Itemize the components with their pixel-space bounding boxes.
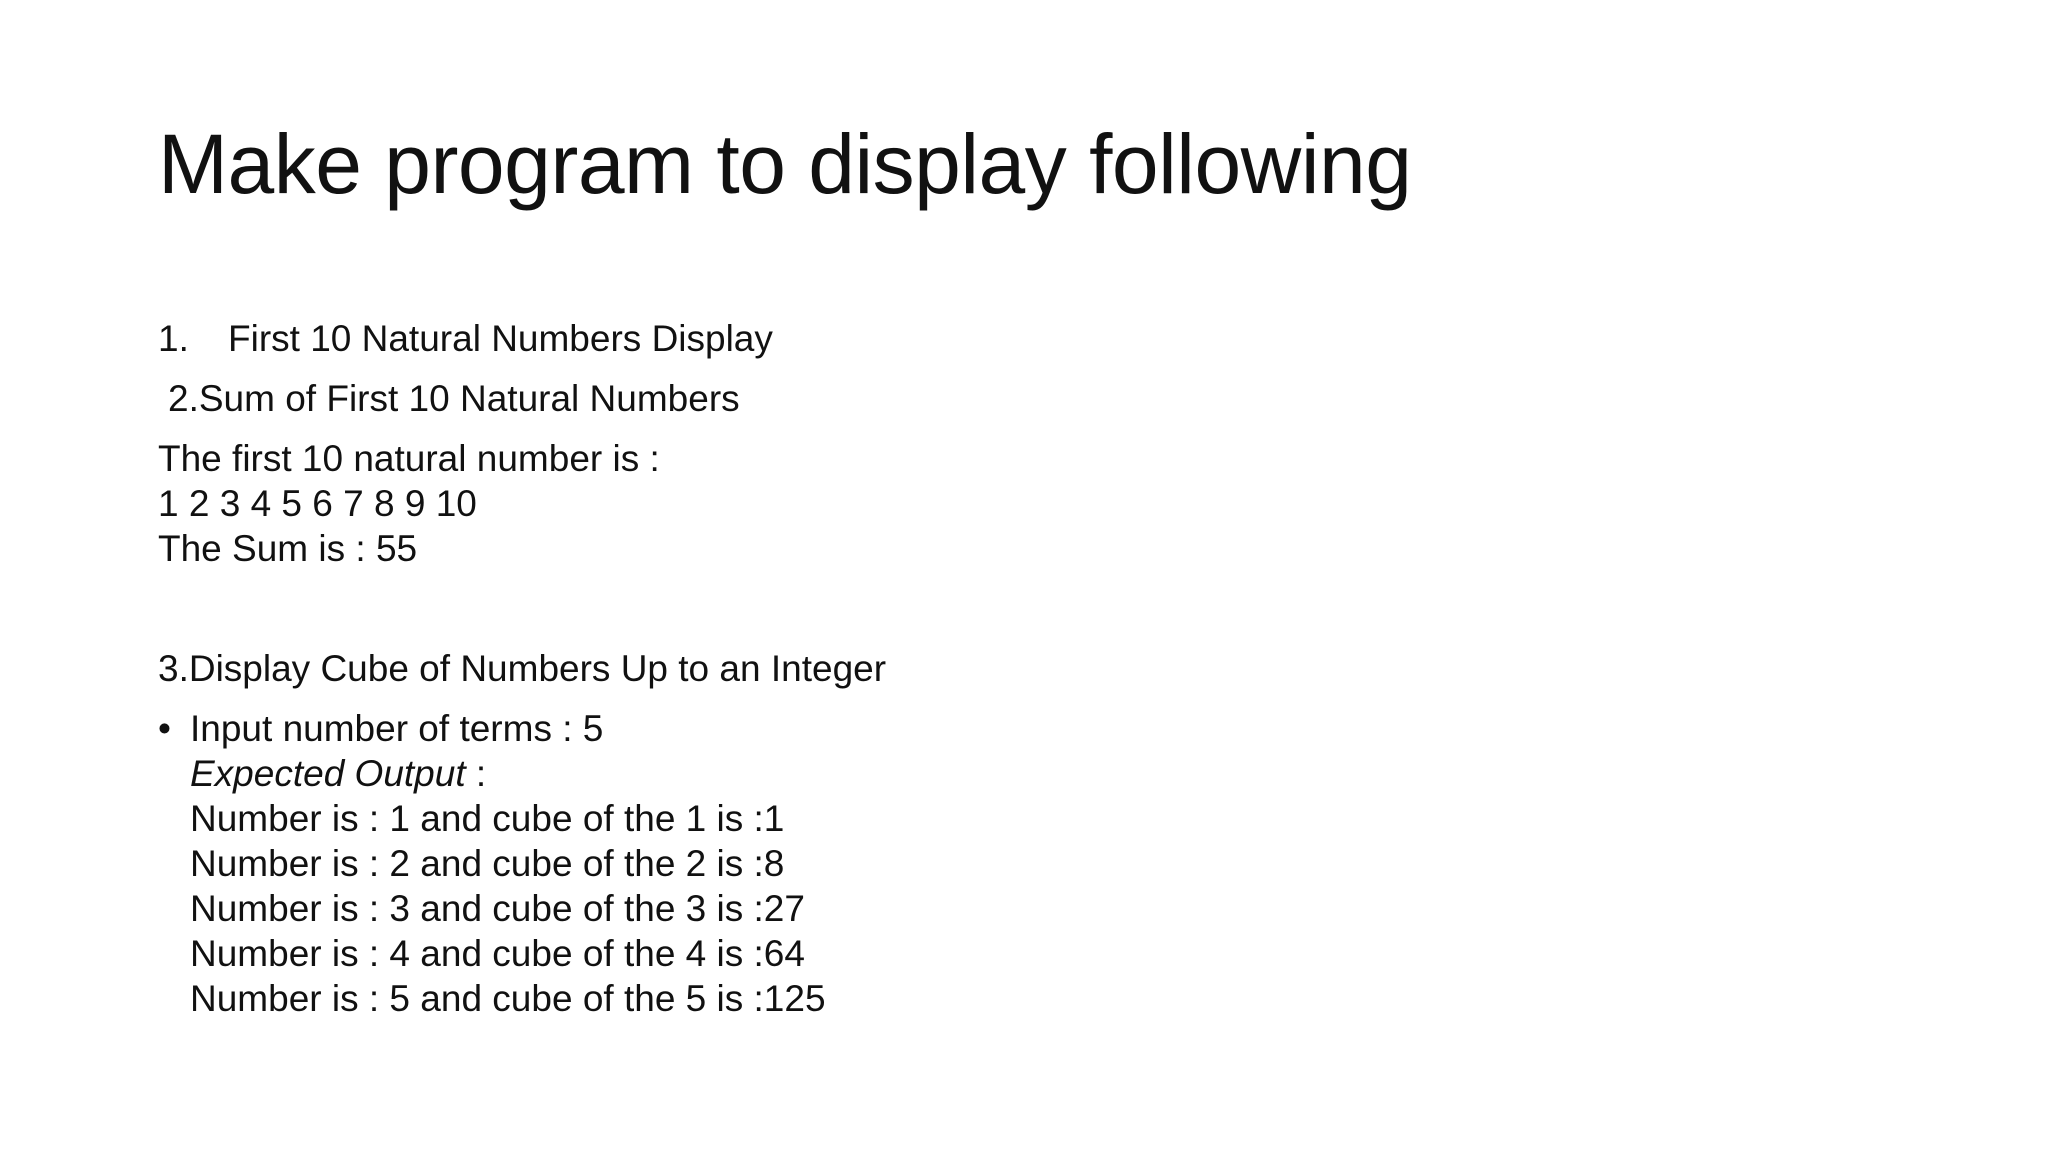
cube-output-line: Number is : 1 and cube of the 1 is :1 (190, 798, 785, 839)
output-line: 1 2 3 4 5 6 7 8 9 10 (158, 483, 477, 524)
input-line: Input number of terms : 5 (190, 708, 604, 749)
list-item-1 (158, 316, 773, 361)
cube-output-line: Number is : 5 and cube of the 5 is :125 (190, 978, 826, 1019)
list-item-3: 3.Display Cube of Numbers Up to an Integer (158, 648, 887, 689)
expected-output-label: Expected Output (190, 753, 466, 794)
list-item-1-text: First 10 Natural Numbers Display (228, 318, 773, 359)
expected-output-line (190, 751, 826, 796)
slide-title: Make program to display following (158, 117, 1412, 211)
cube-output-line: Number is : 4 and cube of the 4 is :64 (190, 933, 805, 974)
sum-output-block (158, 436, 660, 571)
cube-output-line: Number is : 2 and cube of the 2 is :8 (190, 843, 785, 884)
expected-output-suffix: : (465, 753, 487, 794)
output-line: The Sum is : 55 (158, 528, 418, 569)
bullet-marker: • (158, 708, 171, 749)
list-item-2: 2.Sum of First 10 Natural Numbers (168, 378, 740, 419)
output-line: The first 10 natural number is : (158, 438, 660, 479)
list-item-1-number: 1. (158, 318, 189, 359)
cube-output-line: Number is : 3 and cube of the 3 is :27 (190, 888, 805, 929)
bullet-body (190, 706, 826, 1021)
